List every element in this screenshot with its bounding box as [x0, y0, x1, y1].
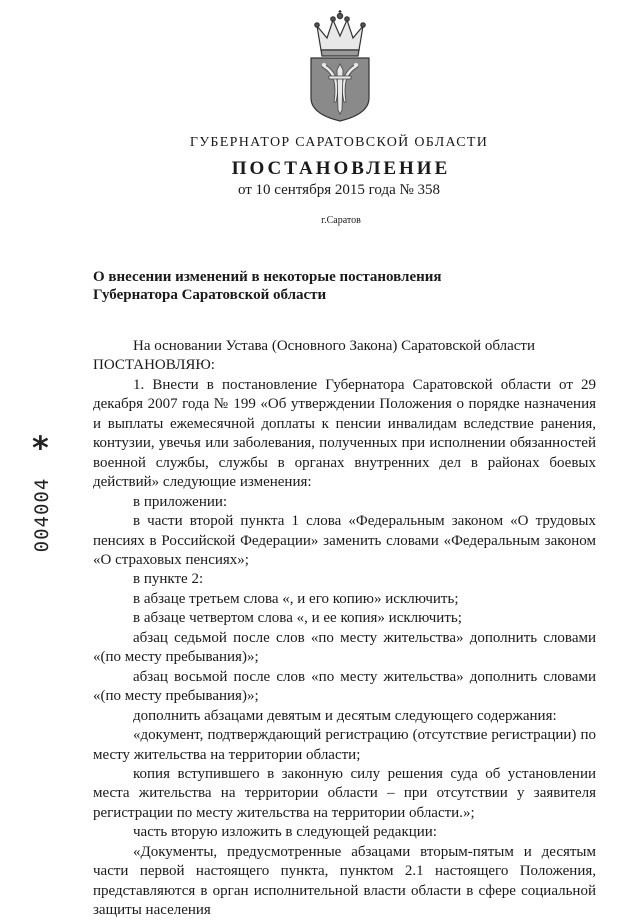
- coat-of-arms-emblem: [303, 10, 377, 122]
- registration-number: 004004: [31, 477, 53, 553]
- paragraph: 1. Внести в постановление Губернатора Саратовской области от 29 декабря 2007 года № 199 «Об утверждении Положения о порядке назначения и выплаты ежемесячной доплаты к пенсии инвалидам вследствие ранения, контузии, увечья или заболевания, полученных при исполнении обязанностей военной службы, службы в органах внутренних дел в районах боевых действий» следующие изменения:: [93, 376, 596, 491]
- asterisk-mark: *: [32, 429, 49, 467]
- paragraph: часть вторую изложить в следующей редакции:: [133, 824, 437, 841]
- paragraph: дополнить абзацами девятым и десятым следующего содержания:: [133, 707, 557, 724]
- issuer-title: ГУБЕРНАТОР САРАТОВСКОЙ ОБЛАСТИ: [189, 135, 489, 150]
- document-type: ПОСТАНОВЛЕНИЕ: [231, 158, 451, 179]
- paragraph: в приложении:: [133, 493, 228, 510]
- paragraph: в абзаце четвертом слова «, и ее копия» исключить;: [133, 610, 462, 627]
- paragraph: «документ, подтверждающий регистрацию (отсутствие регистрации) по месту жительства на территории области;: [93, 727, 596, 763]
- paragraph: «Документы, предусмотренные абзацами вторым-пятым и десятым части первой настоящего пункта, пунктом 2.1 настоящего Положения, представляются в орган исполнительной власти области в сфере социальной защиты населения: [93, 843, 596, 919]
- subject-line-2: Губернатора Саратовской области: [93, 287, 327, 303]
- registration-stamp: [30, 429, 53, 553]
- paragraph-decree: ПОСТАНОВЛЯЮ:: [93, 357, 215, 374]
- paragraph: На основании Устава (Основного Закона) Саратовской области: [133, 338, 536, 354]
- issue-city: г.Саратов: [321, 215, 361, 226]
- paragraph: в части второй пункта 1 слова «Федеральным законом «О трудовых пенсиях в Российской Федерации» заменить словами «Федеральным законом «О страховых пенсиях»;: [93, 513, 596, 568]
- subject-line-1: О внесении изменений в некоторые постановления: [93, 269, 442, 285]
- paragraph: в абзаце третьем слова «, и его копию» исключить;: [133, 590, 459, 607]
- document-subject: [93, 268, 493, 304]
- document-date-number: от 10 сентября 2015 года № 358: [237, 182, 441, 198]
- document-body: [93, 337, 596, 921]
- paragraph: абзац седьмой после слов «по месту жительства» дополнить словами «(по месту пребывания)»;: [93, 629, 596, 666]
- paragraph: абзац восьмой после слов «по месту жительства» дополнить словами «(по месту пребывания)»;: [93, 668, 596, 705]
- paragraph: копия вступившего в законную силу решения суда об установлении места жительства на территории области – при отсутствии у заявителя регистрации по месту жительства на территории области.»;: [93, 765, 596, 821]
- paragraph: в пункте 2:: [133, 571, 204, 588]
